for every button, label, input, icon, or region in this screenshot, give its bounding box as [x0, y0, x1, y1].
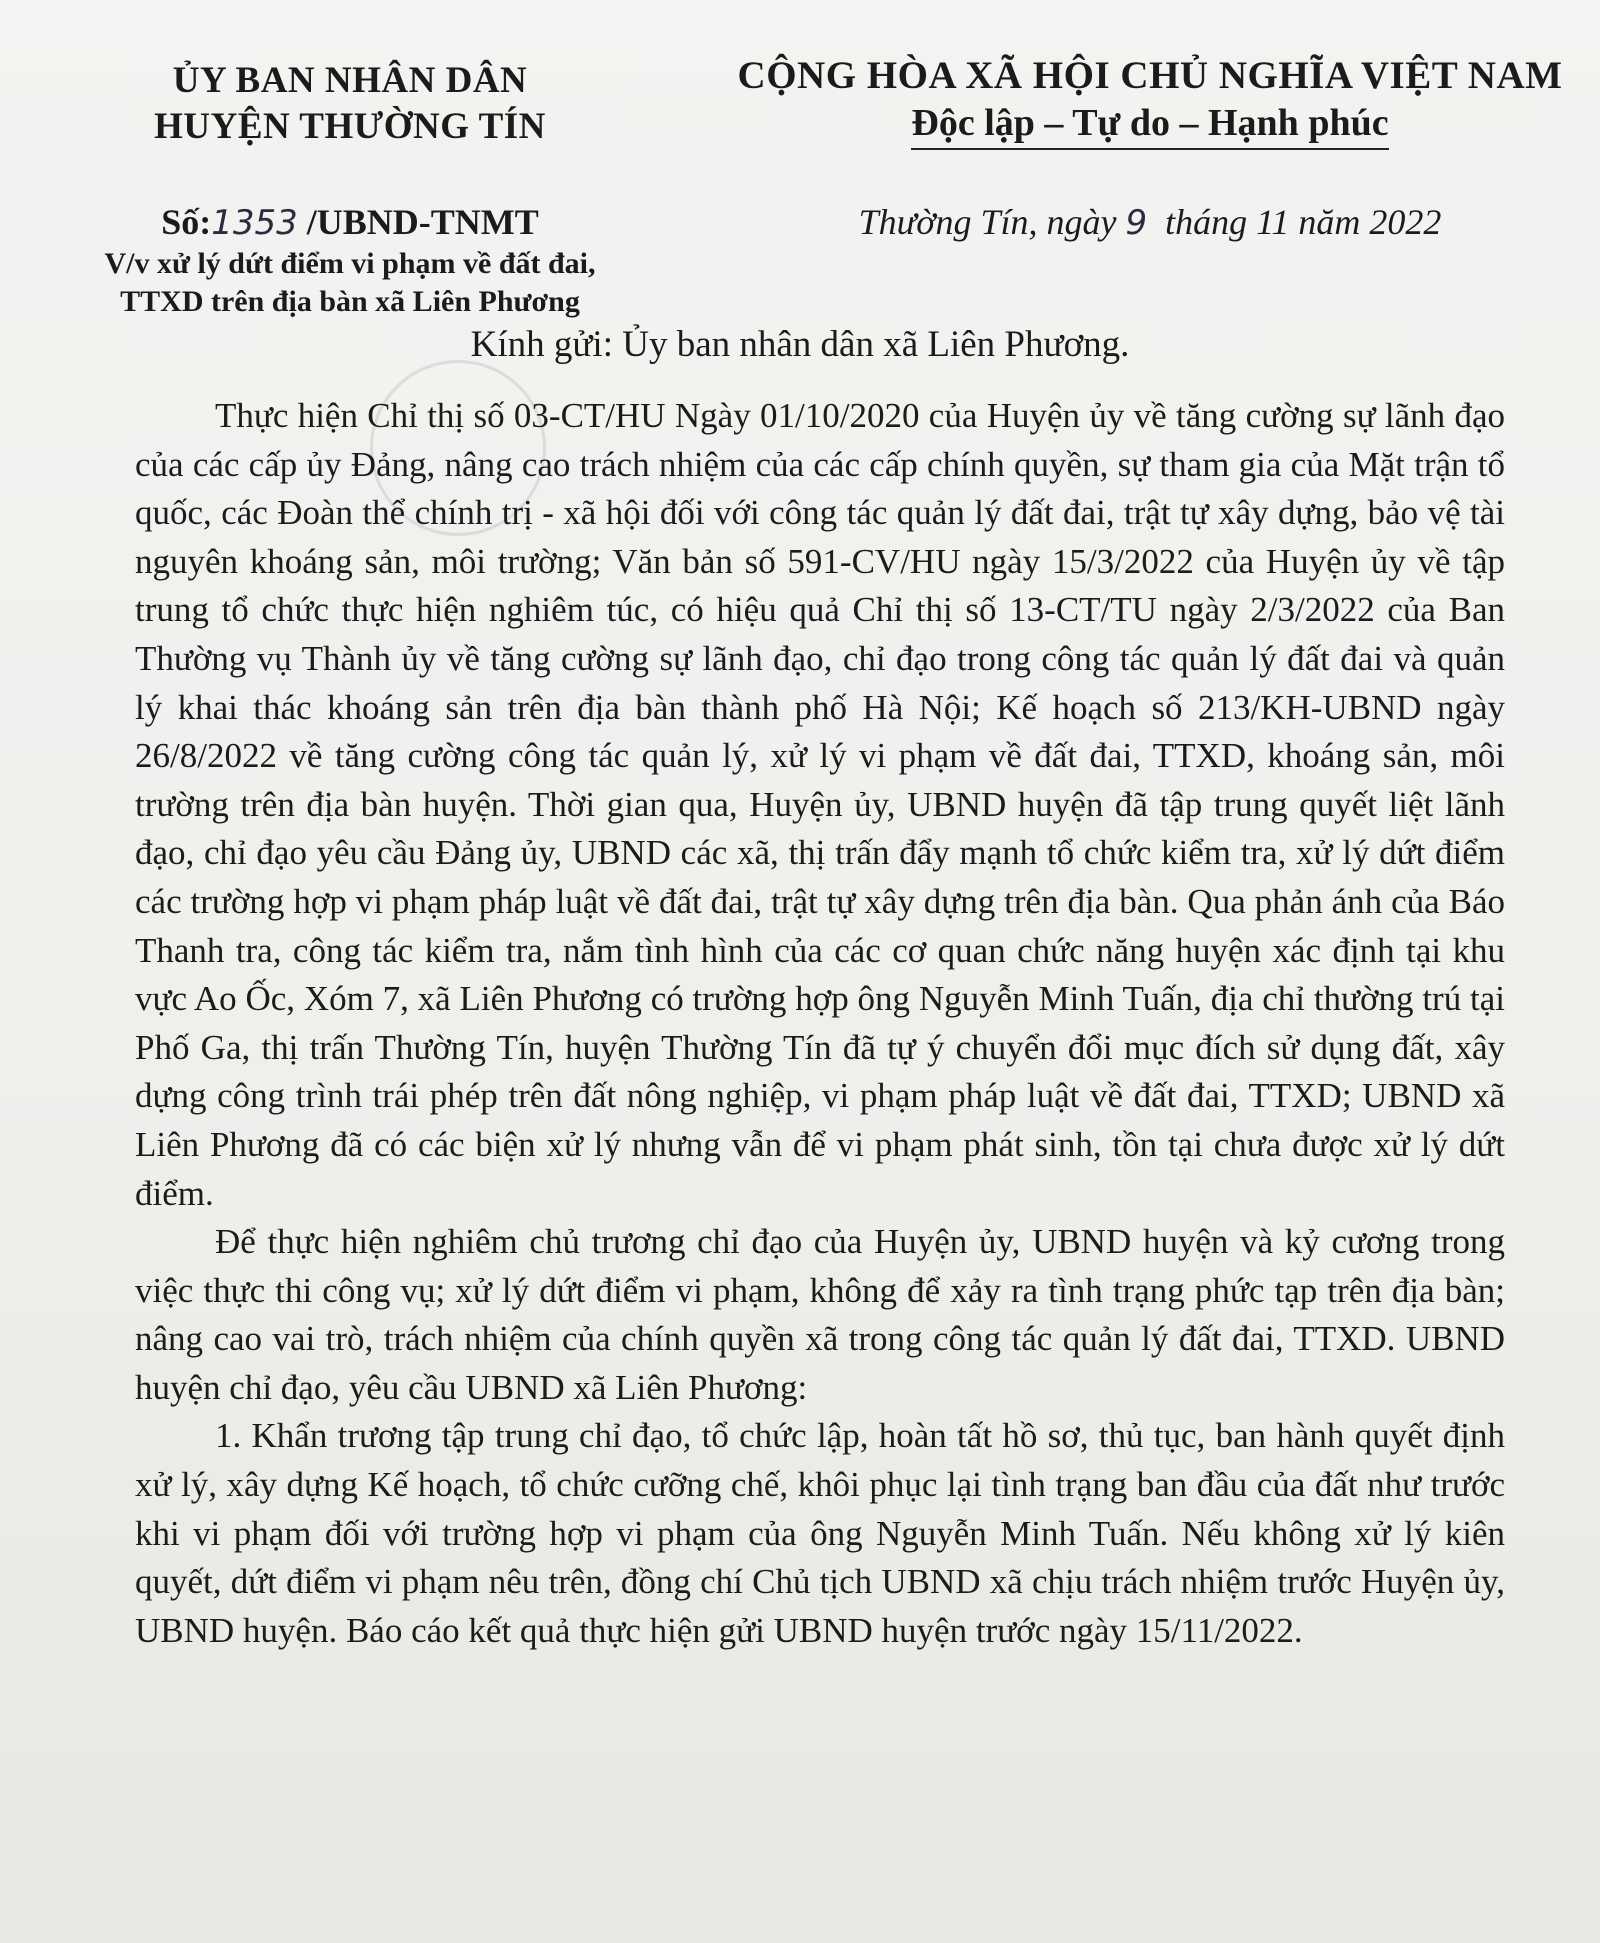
issue-date	[720, 200, 1580, 245]
body-paragraph: 1. Khẩn trương tập trung chỉ đạo, tổ chức lập, hoàn tất hồ sơ, thủ tục, ban hành quyết định xử lý, xây dựng Kế hoạch, tổ chức cưỡng chế, khôi phục lại tình trạng ban đầu của đất như trước khi vi phạm đối với trường hợp vi phạm của ông Nguyễn Minh Tuấn. Nếu không xử lý kiên quyết, dứt điểm vi phạm nêu trên, đồng chí Chủ tịch UBND xã chịu trách nhiệm trước Huyện ủy, UBND huyện. Báo cáo kết quả thực hiện gửi UBND huyện trước ngày 15/11/2022.	[135, 1416, 1505, 1650]
doc-no-prefix: Số:	[161, 202, 212, 242]
nation-title: CỘNG HÒA XÃ HỘI CHỦ NGHĨA VIỆT NAM	[737, 54, 1563, 97]
body-paragraph: Thực hiện Chỉ thị số 03-CT/HU Ngày 01/10/2020 của Huyện ủy về tăng cường sự lãnh đạo của các cấp ủy Đảng, nâng cao trách nhiệm của các cấp chính quyền, sự tham gia của Mặt trận tổ quốc, các Đoàn thể chính trị - xã hội đối với công tác quản lý đất đai, trật tự xây dựng, bảo vệ tài nguyên khoáng sản, môi trường; Văn bản số 591-CV/HU ngày 15/3/2022 của Huyện ủy về tập trung tổ chức thực hiện nghiêm túc, có hiệu quả Chỉ thị số 13-CT/TU ngày 2/3/2022 của Ban Thường vụ Thành ủy về tăng cường sự lãnh đạo, chỉ đạo trong công tác quản lý đất đai và quản lý khai thác khoáng sản trên địa bàn thành phố Hà Nội; Kế hoạch số 213/KH-UBND ngày 26/8/2022 về tăng cường công tác quản lý, xử lý vi phạm về đất đai, TTXD, khoáng sản, môi trường trên địa bàn huyện. Thời gian qua, Huyện ủy, UBND huyện đã tập trung quyết liệt lãnh đạo, chỉ đạo yêu cầu Đảng ủy, UBND các xã, thị trấn đẩy mạnh tổ chức kiểm tra, xử lý dứt điểm các trường hợp vi phạm pháp luật về đất đai, trật tự xây dựng trên địa bàn. Qua phản ánh của Báo Thanh tra, công tác kiểm tra, nắm tình hình của các cơ quan chức năng huyện xác định tại khu vực Ao Ốc, Xóm 7, xã Liên Phương có trường hợp ông Nguyễn Minh Tuấn, địa chỉ thường trú tại Phố Ga, thị trấn Thường Tín, huyện Thường Tín đã tự ý chuyển đổi mục đích sử dụng đất, xây dựng công trình trái phép trên đất nông nghiệp, vi phạm pháp luật về đất đai, TTXD; UBND xã Liên Phương đã có các biện xử lý nhưng vẫn để vi phạm phát sinh, tồn tại chưa được xử lý dứt điểm.	[135, 396, 1505, 1213]
date-suffix: tháng 11 năm 2022	[1165, 202, 1442, 242]
document-body	[135, 392, 1505, 1655]
agency-line-1: ỦY BAN NHÂN DÂN	[172, 60, 528, 101]
subject-line-2: TTXD trên địa bàn xã Liên Phương	[120, 285, 580, 318]
body-paragraph: Để thực hiện nghiêm chủ trương chỉ đạo của Huyện ủy, UBND huyện và kỷ cương trong việc thực thi công vụ; xử lý dứt điểm vi phạm, không để xảy ra tình trạng phức tạp trên địa bàn; nâng cao vai trò, trách nhiệm của chính quyền xã trong công tác quản lý đất đai, TTXD. UBND huyện chỉ đạo, yêu cầu UBND xã Liên Phương:	[135, 1222, 1505, 1407]
date-prefix: Thường Tín, ngày	[858, 202, 1117, 242]
nation-block	[720, 52, 1580, 245]
agency-line-2: HUYỆN THƯỜNG TÍN	[154, 106, 546, 147]
doc-no-handwritten: 1353	[211, 203, 298, 243]
recipient-line: Kính gửi: Ủy ban nhân dân xã Liên Phương.	[470, 324, 1130, 365]
doc-no-suffix: /UBND-TNMT	[306, 202, 539, 242]
national-motto: Độc lập – Tự do – Hạnh phúc	[911, 100, 1388, 150]
agency-block	[60, 58, 640, 321]
document-number	[60, 200, 640, 245]
subject-line-1: V/v xử lý dứt điểm vi phạm về đất đai,	[104, 247, 596, 280]
date-day-handwritten: 9	[1125, 203, 1148, 243]
